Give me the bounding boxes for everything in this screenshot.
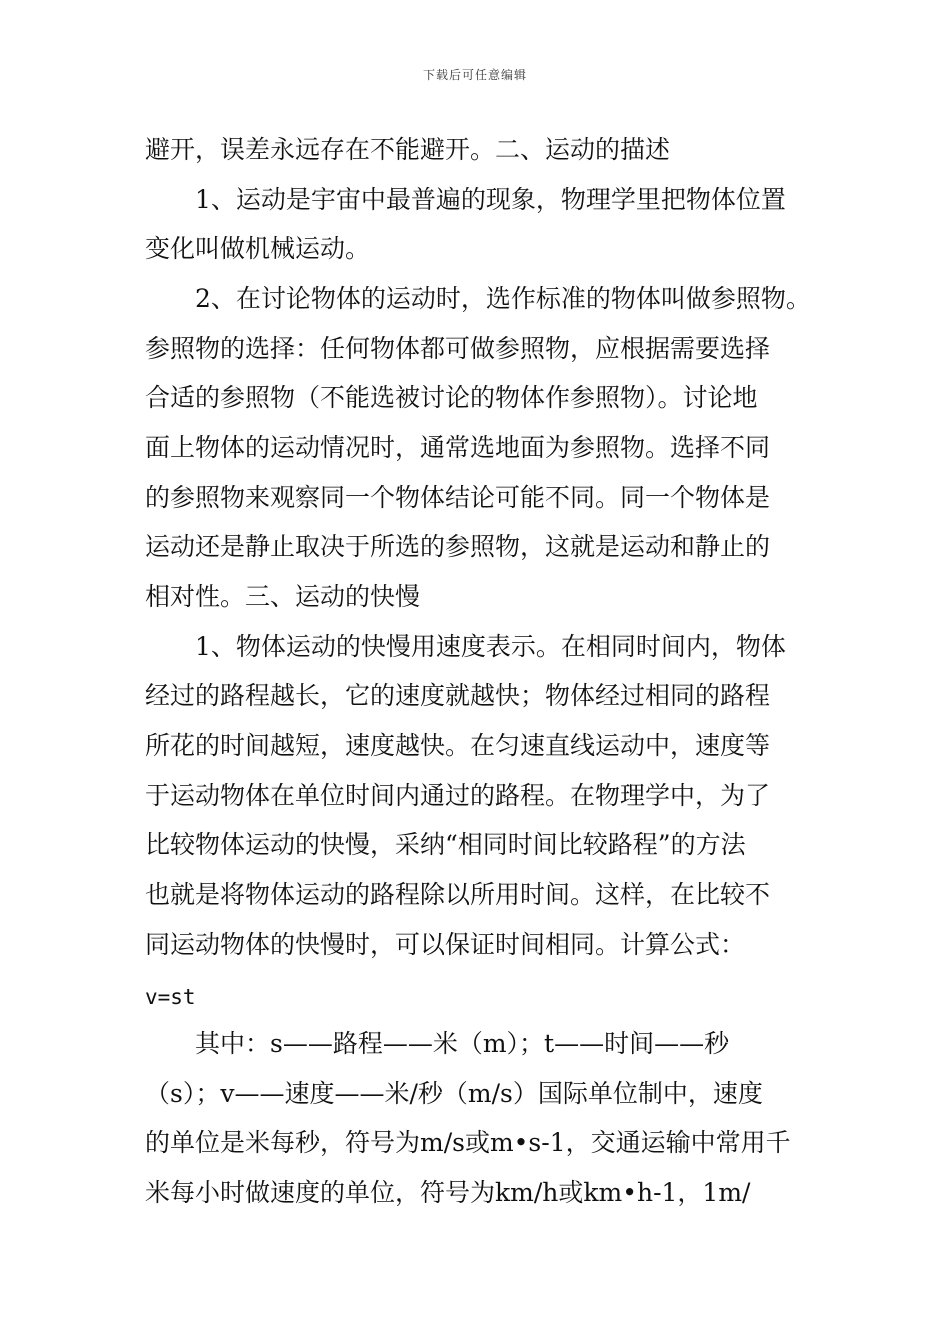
formula-line: v=st	[145, 985, 196, 1009]
text-line: 也就是将物体运动的路程除以所用时间。这样，在比较不	[145, 880, 771, 909]
text-line: 于运动物体在单位时间内通过的路程。在物理学中，为了	[145, 781, 771, 810]
text-line: 的单位是米每秒，符号为m/s或m•s-1，交通运输中常用千	[145, 1128, 791, 1157]
text-line: 2、在讨论物体的运动时，选作标准的物体叫做参照物。	[195, 284, 811, 313]
text-line: 面上物体的运动情况时，通常选地面为参照物。选择不同	[145, 433, 771, 462]
text-line: 相对性。三、运动的快慢	[145, 582, 421, 611]
text-line: 1、运动是宇宙中最普遍的现象，物理学里把物体位置	[195, 185, 786, 214]
page-header-note: 下载后可任意编辑	[422, 68, 527, 82]
text-line: （s）；v——速度——米/秒（m/s）国际单位制中，速度	[145, 1079, 763, 1108]
text-line: 运动还是静止取决于所选的参照物，这就是运动和静止的	[145, 532, 771, 561]
text-line: 同运动物体的快慢时，可以保证时间相同。计算公式：	[145, 930, 746, 959]
text-line: 的参照物来观察同一个物体结论可能不同。同一个物体是	[145, 483, 771, 512]
text-line: 变化叫做机械运动。	[145, 234, 371, 263]
text-line: 所花的时间越短，速度越快。在匀速直线运动中，速度等	[145, 731, 771, 760]
text-line: 米每小时做速度的单位，符号为km/h或km•h-1，1m/	[145, 1178, 751, 1207]
text-line: 其中：s——路程——米（m）；t——时间——秒	[195, 1029, 730, 1058]
text-line: 合适的参照物（不能选被讨论的物体作参照物）。讨论地	[145, 383, 758, 412]
text-line: 比较物体运动的快慢，采纳“相同时间比较路程”的方法	[145, 830, 746, 859]
text-line: 1、物体运动的快慢用速度表示。在相同时间内，物体	[195, 632, 786, 661]
text-line: 经过的路程越长，它的速度就越快；物体经过相同的路程	[145, 681, 771, 710]
text-line: 参照物的选择：任何物体都可做参照物，应根据需要选择	[145, 334, 771, 363]
text-line: 避开，误差永远存在不能避开。二、运动的描述	[145, 135, 671, 164]
